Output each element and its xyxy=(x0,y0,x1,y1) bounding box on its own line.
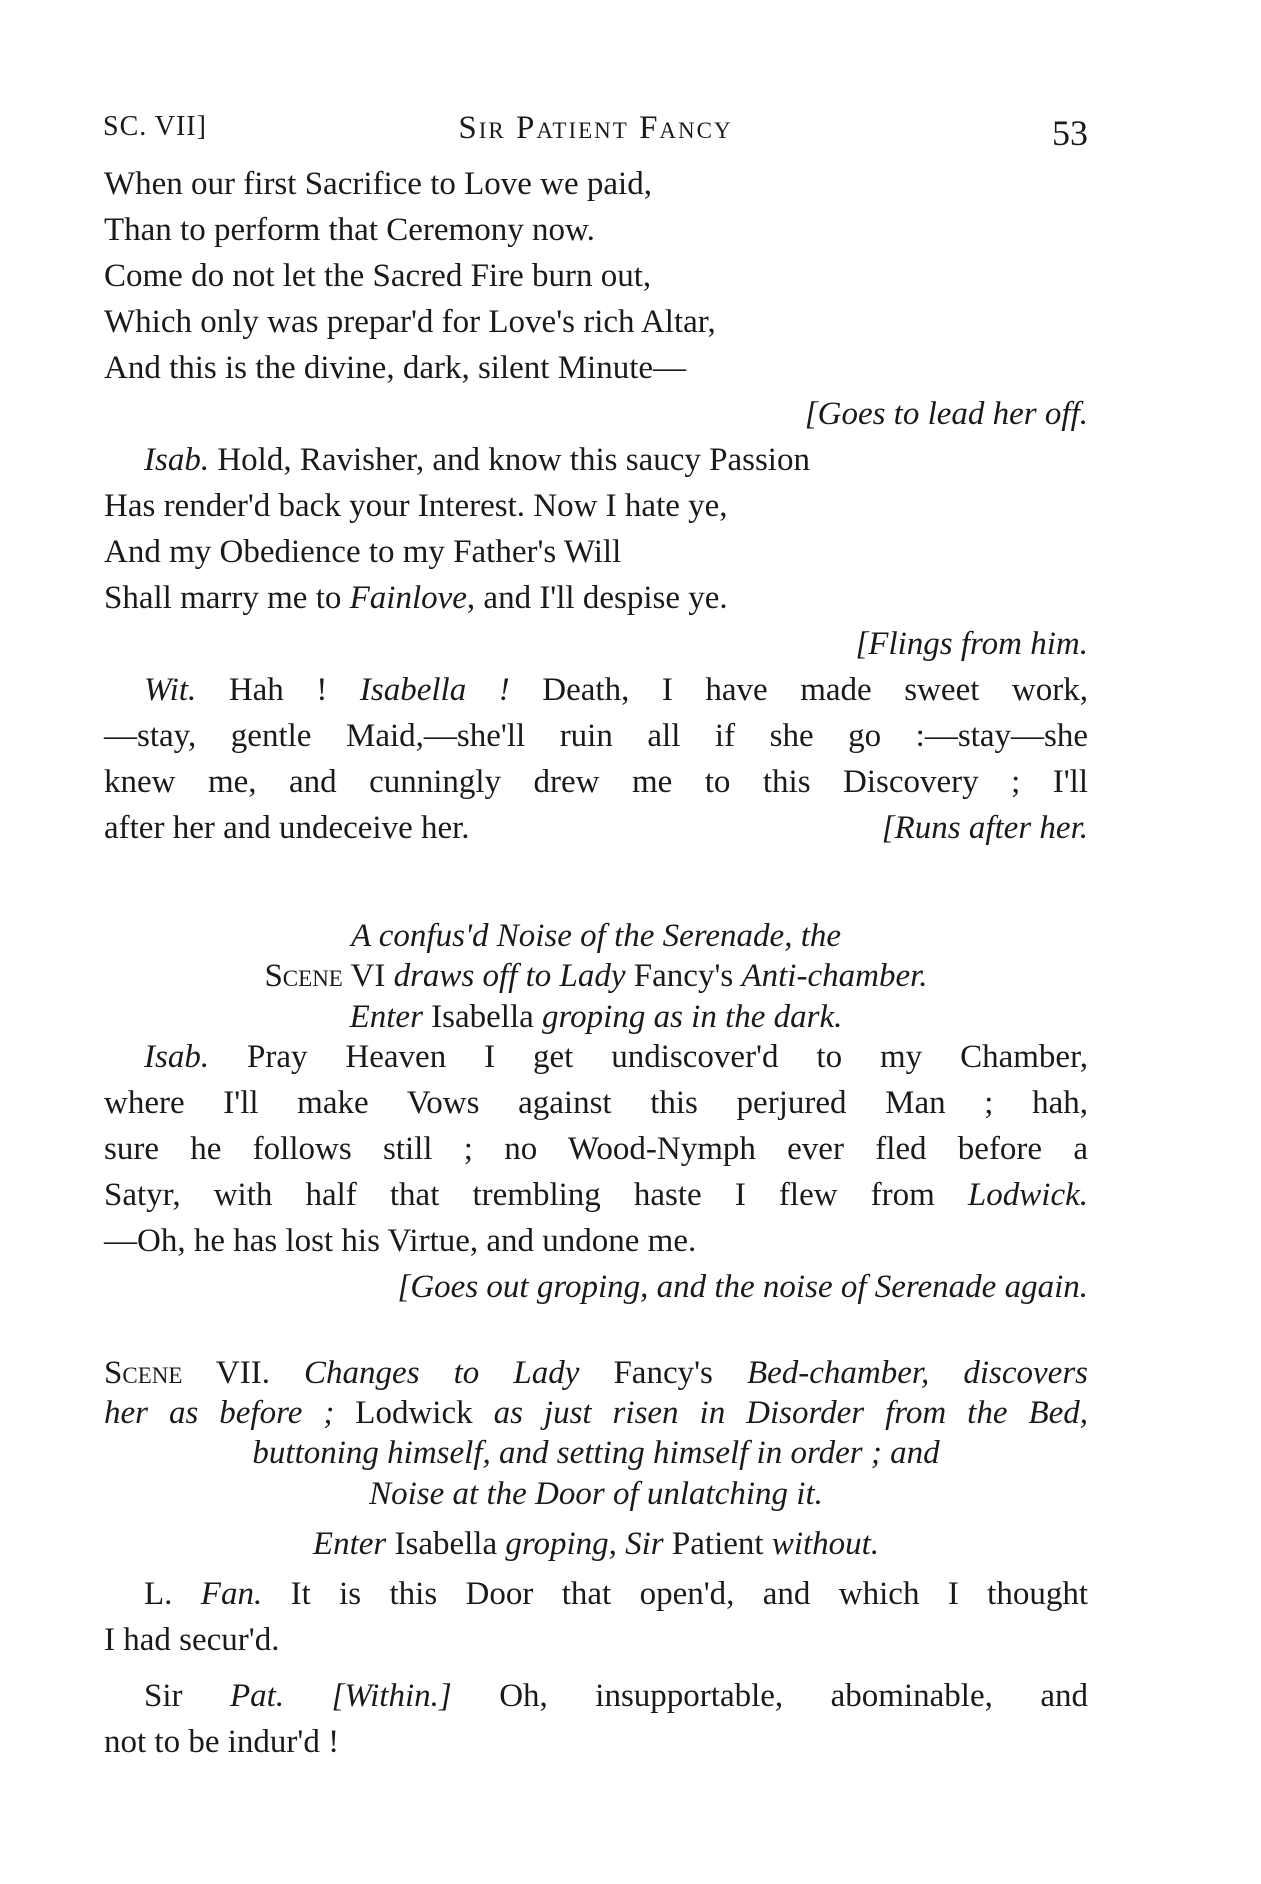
speech-line: —stay, gentle Maid,—she'll ruin all if she go :—stay—she xyxy=(104,718,1088,754)
scene-direction: buttoning himself, and setting himself in order ; and xyxy=(252,1435,940,1472)
speech-text: Death, I have made sweet work, xyxy=(509,672,1089,708)
speaker-name: Pat. xyxy=(230,1678,285,1714)
scene-direction xyxy=(104,956,1088,996)
scene-text: without. xyxy=(771,1525,880,1562)
scene-text: as just risen in Disorder from the Bed, xyxy=(493,1395,1089,1431)
scene-label: Scene xyxy=(104,1354,183,1391)
speech-line xyxy=(104,440,1088,486)
scene-text: groping, xyxy=(505,1525,617,1562)
verse-line: When our first Sacrifice to Love we paid, xyxy=(104,166,652,202)
scene-text: Anti-chamber. xyxy=(741,958,928,995)
character-name: Isabella xyxy=(394,1525,498,1562)
scene-text: Sir xyxy=(625,1525,664,1562)
character-name: Patient xyxy=(671,1525,764,1562)
speech-wittmore xyxy=(104,670,1088,854)
speech-line: knew me, and cunningly drew me to this Discovery ; I'll xyxy=(104,764,1088,800)
page-number: 53 xyxy=(1052,113,1088,153)
character-name: Fancy's xyxy=(613,1354,713,1391)
speech-line: And my Obedience to my Father's Will xyxy=(104,534,622,570)
character-name: Isabella xyxy=(431,998,534,1035)
speech-line: not to be indur'd ! xyxy=(104,1724,340,1760)
speech-line: sure he follows still ; no Wood-Nymph ever fled before a xyxy=(104,1130,1088,1167)
stage-direction: [Flings from him. xyxy=(855,626,1088,662)
speech-isabella xyxy=(104,440,1088,624)
speaker-name: Sir xyxy=(144,1678,183,1714)
stage-direction: [Runs after her. xyxy=(881,810,1088,846)
entrance-direction xyxy=(104,1524,1088,1564)
scene-seven-heading xyxy=(104,1353,1088,1564)
speaker-name: L. xyxy=(144,1576,173,1612)
scene-number: VII. xyxy=(215,1354,270,1391)
scene-direction xyxy=(104,1393,1088,1433)
scene-text: Changes to Lady xyxy=(304,1354,580,1391)
scene-text: Enter xyxy=(312,1525,387,1562)
scene-direction: A confus'd Noise of the Serenade, the xyxy=(350,918,842,954)
scene-label: Scene xyxy=(264,958,343,995)
speech-line xyxy=(104,808,1088,854)
scene-number: VI xyxy=(350,958,386,995)
speech-text: Shall marry me to xyxy=(104,580,350,616)
speech-text: Oh, insupportable, abominable, and xyxy=(499,1678,1089,1714)
stage-direction: [Goes to lead her off. xyxy=(804,396,1088,432)
character-name: Isabella ! xyxy=(359,672,510,708)
speaker-name: Wit. xyxy=(144,672,197,708)
speech-line xyxy=(104,578,1088,624)
stage-direction: [Goes out groping, and the noise of Serenade again. xyxy=(397,1268,1088,1305)
speech-line xyxy=(104,1676,1088,1722)
running-header xyxy=(103,108,1088,156)
speech-isabella-2 xyxy=(104,1037,1088,1313)
speech-text: Hah ! xyxy=(228,672,360,708)
running-title: Sir Patient Fancy xyxy=(458,110,733,146)
verse-line: Than to perform that Ceremony now. xyxy=(104,212,595,248)
speech-line: Has render'd back your Interest. Now I hate ye, xyxy=(104,488,728,524)
stage-direction: [Within.] xyxy=(331,1678,452,1714)
speech-line xyxy=(104,1175,1088,1221)
verse-line: And this is the divine, dark, silent Minute— xyxy=(104,350,687,386)
scene-text: groping as in the dark. xyxy=(542,998,843,1035)
verse-block xyxy=(104,164,1088,394)
character-name: Fancy's xyxy=(633,958,734,995)
scene-direction: Noise at the Door of unlatching it. xyxy=(369,1475,823,1512)
speaker-name: Fan. xyxy=(200,1576,263,1612)
scene-text: Enter xyxy=(349,998,423,1035)
verse-line: Which only was prepar'd for Love's rich Altar, xyxy=(104,304,716,340)
speech-sir-patient xyxy=(104,1676,1088,1768)
speech-text: It is this Door that open'd, and which I thought xyxy=(290,1576,1089,1612)
scene-text: her as before ; xyxy=(104,1395,335,1431)
speech-text: , and I'll despise ye. xyxy=(466,580,728,616)
scene-text: draws off to Lady xyxy=(393,958,626,995)
speech-text: Satyr, with half that trembling haste I flew from xyxy=(104,1176,968,1213)
speech-line xyxy=(104,670,1088,716)
speech-line: where I'll make Vows against this perjured Man ; hah, xyxy=(104,1084,1088,1121)
speech-line: I had secur'd. xyxy=(104,1622,280,1658)
character-name: Lodwick xyxy=(355,1395,473,1431)
scene-direction xyxy=(104,1353,1088,1393)
speech-line xyxy=(104,1574,1088,1620)
character-name: Fainlove xyxy=(349,580,467,616)
entrance-direction xyxy=(104,997,1088,1037)
speech-lady-fancy xyxy=(104,1574,1088,1666)
character-name: Lodwick. xyxy=(967,1176,1088,1213)
verse-line: Come do not let the Sacred Fire burn out, xyxy=(104,258,652,294)
speaker-name: Isab. xyxy=(144,442,210,478)
scene-text: Bed-chamber, discovers xyxy=(746,1354,1089,1391)
speaker-name: Isab. xyxy=(144,1038,210,1075)
speech-text: Pray Heaven I get undiscover'd to my Chamber, xyxy=(247,1038,1088,1075)
speech-text: after her and undeceive her. xyxy=(104,810,470,846)
page-body xyxy=(104,164,1088,1768)
scene-six-heading xyxy=(104,916,1088,1037)
speech-line: —Oh, he has lost his Virtue, and undone me. xyxy=(104,1222,697,1259)
speech-text: Hold, Ravisher, and know this saucy Passion xyxy=(217,442,810,478)
speech-line xyxy=(104,1037,1088,1083)
section-marker: SC. VII] xyxy=(103,111,207,142)
